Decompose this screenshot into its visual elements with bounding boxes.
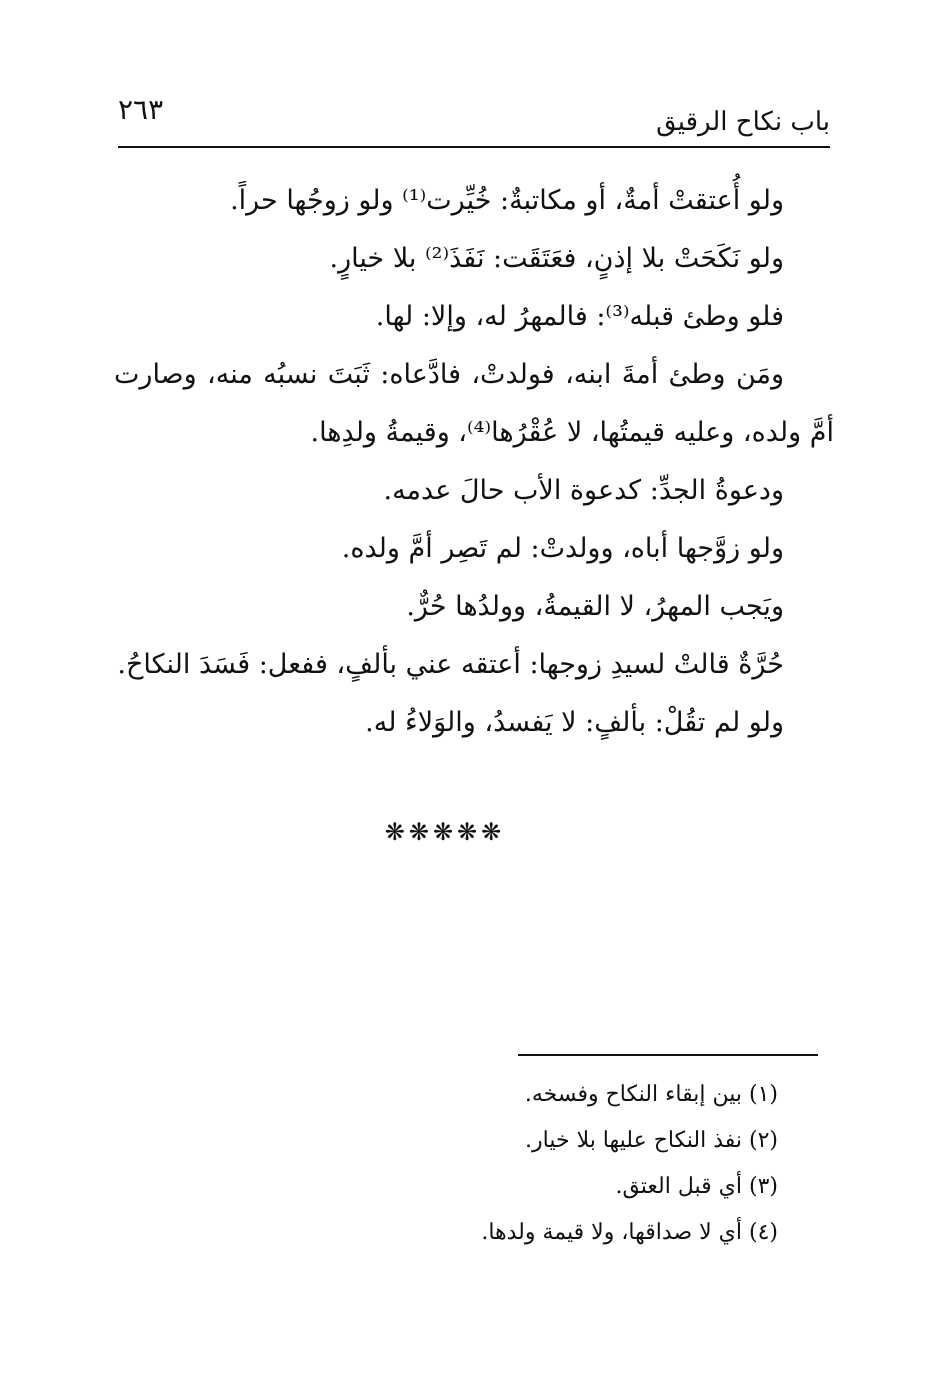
paragraph: ولو زوَّجها أباه، وولدتْ: لم تَصِر أمَّ ولده. (341, 533, 784, 564)
paragraph: ولو أُعتقتْ أمةٌ، أو مكاتبةٌ: خُيِّرت⁽¹⁾ ولو زوجُها حراً. (230, 185, 784, 216)
paragraph: ومَن وطئ أمةَ ابنه، فولدتْ، فادَّعاه: ثَبَتَ نسبُه منه، وصارت أمَّ ولده، وعليه قيمتُها، لا عُقْرُها⁽⁴⁾، وقيمةُ ولدِها. (114, 359, 834, 448)
header-rule (118, 146, 830, 148)
paragraph: ودعوةُ الجدِّ: كدعوة الأب حالَ عدمه. (383, 475, 784, 506)
running-header (118, 92, 830, 142)
section-separator: ❋❋❋❋❋ (384, 818, 506, 846)
paragraph: ولو لم تقُلْ: بألفٍ: لا يَفسدُ، والوَلاءُ له. (365, 707, 784, 738)
paragraph: فلو وطئ قبله⁽³⁾: فالمهرُ له، وإلا: لها. (375, 301, 784, 332)
paragraph: ولو نَكَحَتْ بلا إذنٍ، فعَتَقَت: نَفَذَ⁽²⁾ بلا خيارٍ. (329, 243, 784, 274)
page-number: ٢٦٣ (118, 93, 164, 126)
footnote-rule (518, 1054, 818, 1056)
footnote: (٢) نفذ النكاح عليها بلا خيار. (525, 1128, 778, 1153)
footnote: (١) بين إبقاء النكاح وفسخه. (524, 1082, 778, 1107)
paragraph: حُرَّةٌ قالتْ لسيدِ زوجها: أعتقه عني بألفٍ، ففعل: فَسَدَ النكاحُ. (117, 649, 784, 680)
footnotes (300, 1072, 778, 1256)
body-text (114, 172, 834, 752)
chapter-title: باب نكاح الرقيق (656, 107, 830, 137)
footnote: (٤) أي لا صداقها، ولا قيمة ولدها. (481, 1220, 778, 1245)
paragraph: ويَجب المهرُ، لا القيمةُ، وولدُها حُرٌّ. (406, 591, 784, 622)
footnote: (٣) أي قبل العتق. (615, 1174, 778, 1199)
